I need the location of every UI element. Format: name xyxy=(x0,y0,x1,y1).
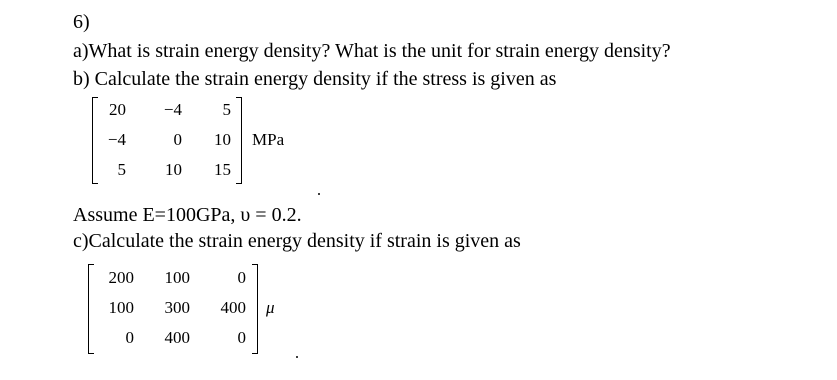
stress-cell-3-3: 15 xyxy=(214,160,231,179)
strain-matrix-left-bracket xyxy=(88,264,94,354)
stress-matrix-right-bracket xyxy=(236,97,242,184)
part-a-text: a)What is strain energy density? What is the unit for strain energy density? xyxy=(73,40,671,62)
dot-mark xyxy=(296,356,298,358)
stress-unit: MPa xyxy=(252,130,285,149)
strain-cell-2-1: 100 xyxy=(108,298,134,317)
dot-mark xyxy=(318,193,320,195)
question-number: 6) xyxy=(73,11,90,33)
stress-cell-1-2: −4 xyxy=(163,100,182,119)
stress-matrix-left-bracket xyxy=(92,97,98,184)
part-c-text: c)Calculate the strain energy density if strain is given as xyxy=(73,230,521,252)
strain-matrix-right-bracket xyxy=(252,264,258,354)
stress-cell-2-3: 10 xyxy=(214,130,231,149)
strain-cell-2-3: 400 xyxy=(220,298,246,317)
strain-cell-1-2: 100 xyxy=(164,268,190,287)
assumption-text: Assume E=100GPa, υ = 0.2. xyxy=(73,204,302,226)
stress-cell-1-3: 5 xyxy=(222,100,231,119)
stress-cell-3-2: 10 xyxy=(165,160,182,179)
part-b-text: b) Calculate the strain energy density if the stress is given as xyxy=(73,68,557,90)
stress-cell-1-1: 20 xyxy=(109,100,126,119)
strain-cell-1-3: 0 xyxy=(237,268,246,287)
stress-cell-2-1: −4 xyxy=(107,130,126,149)
strain-cell-1-1: 200 xyxy=(108,268,134,287)
strain-cell-3-1: 0 xyxy=(125,328,134,347)
stress-cell-3-1: 5 xyxy=(117,160,126,179)
strain-unit: μ xyxy=(266,298,275,317)
stress-matrix xyxy=(92,97,242,184)
strain-cell-3-3: 0 xyxy=(237,328,246,347)
strain-cell-3-2: 400 xyxy=(164,328,190,347)
stress-cell-2-2: 0 xyxy=(173,130,182,149)
strain-matrix xyxy=(88,264,258,354)
strain-cell-2-2: 300 xyxy=(164,298,190,317)
